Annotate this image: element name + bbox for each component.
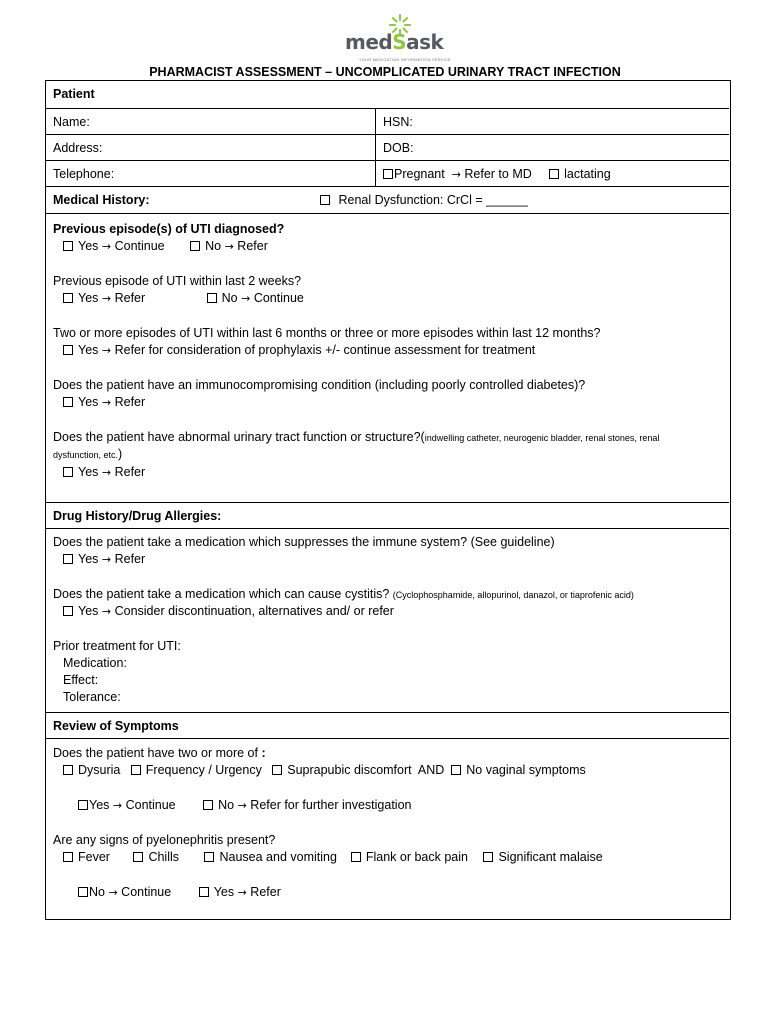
q-cystitis-note: (Cyclophosphamide, allopurinol, danazol, or tiaprofenic acid) xyxy=(392,590,634,600)
logo-wordmark: medSask xyxy=(345,30,444,54)
pregnant-checkbox[interactable] xyxy=(383,169,393,179)
q-immunocompromised: Does the patient have an immunocompromising condition (including poorly controlled diabetes)? xyxy=(53,378,586,392)
patient-row-address xyxy=(46,134,729,161)
pyelonephritis-options xyxy=(63,850,603,864)
patient-section-header xyxy=(46,81,729,108)
symptom-decision xyxy=(78,798,412,812)
chills-checkbox[interactable] xyxy=(133,852,143,862)
flank-pain-checkbox[interactable] xyxy=(351,852,361,862)
medication-field[interactable]: Medication: xyxy=(63,656,127,670)
q-two-or-more-text: Does the patient have two or more of xyxy=(53,746,262,760)
arrow-right-icon: → xyxy=(237,799,247,812)
yes-label: Yes xyxy=(78,465,99,479)
and-label: AND xyxy=(417,763,445,777)
no-checkbox[interactable] xyxy=(190,241,200,251)
yes-label: Yes xyxy=(78,239,99,253)
yes-checkbox[interactable] xyxy=(63,467,73,477)
yes-checkbox[interactable] xyxy=(63,606,73,616)
q-cystitis-medication xyxy=(53,587,634,601)
refer-label: Refer xyxy=(237,239,268,253)
arrow-right-icon: → xyxy=(224,240,234,253)
dysuria-label: Dysuria xyxy=(78,763,121,777)
frequency-checkbox[interactable] xyxy=(131,765,141,775)
yes-checkbox[interactable] xyxy=(63,397,73,407)
q-two-or-more-colon: : xyxy=(261,746,266,760)
pregnant-label: Pregnant xyxy=(394,167,445,181)
arrow-right-icon: → xyxy=(101,396,112,409)
arrow-right-icon: → xyxy=(101,292,112,305)
renal-dysfunction xyxy=(313,187,528,214)
refer-label: Refer xyxy=(114,465,146,479)
q-immunosuppressant: Does the patient take a medication which suppresses the immune system? (See guideline) xyxy=(53,535,555,549)
refer-label: Refer xyxy=(114,395,146,409)
q-pyelonephritis: Are any signs of pyelonephritis present? xyxy=(53,833,276,847)
arrow-right-icon: → xyxy=(237,886,247,899)
arrow-right-icon: → xyxy=(112,799,123,812)
continue-label: Continue xyxy=(114,239,165,253)
nausea-checkbox[interactable] xyxy=(204,852,214,862)
medical-history-header xyxy=(46,186,729,214)
q-recent-episode: Previous episode of UTI within last 2 weeks? xyxy=(53,274,302,288)
lactating-label: lactating xyxy=(564,167,611,181)
refer-prophylaxis-label: Refer for consideration of prophylaxis +/- continue assessment for treatment xyxy=(114,343,536,357)
drug-history-title: Drug History/Drug Allergies: xyxy=(53,509,222,523)
arrow-right-icon: → xyxy=(101,605,112,618)
arrow-right-icon: → xyxy=(101,344,112,357)
telephone-field[interactable]: Telephone: xyxy=(53,167,115,181)
symptom-options xyxy=(63,763,586,777)
refer-label: Refer xyxy=(114,291,146,305)
q-recent-episode-options xyxy=(63,291,304,305)
yes-label: Yes xyxy=(78,552,99,566)
drug-history-body xyxy=(46,528,729,713)
yes-checkbox[interactable] xyxy=(63,345,73,355)
yes-checkbox[interactable] xyxy=(63,241,73,251)
q-previous-episodes: Previous episode(s) of UTI diagnosed? xyxy=(53,222,285,236)
medical-history-body xyxy=(46,213,729,503)
address-field[interactable]: Address: xyxy=(53,141,103,155)
q-abnormal-options xyxy=(63,465,145,479)
yes-label: Yes xyxy=(78,343,99,357)
yes-label: Yes xyxy=(89,798,110,812)
medsask-logo xyxy=(345,14,451,64)
drug-history-header xyxy=(46,502,729,529)
q-immunosuppressant-options xyxy=(63,552,145,566)
arrow-right-icon: → xyxy=(451,168,461,181)
effect-field[interactable]: Effect: xyxy=(63,673,99,687)
prior-treatment-label: Prior treatment for UTI: xyxy=(53,639,181,653)
yes-checkbox[interactable] xyxy=(78,800,88,810)
arrow-right-icon: → xyxy=(241,292,251,305)
tolerance-field[interactable]: Tolerance: xyxy=(63,690,121,704)
arrow-right-icon: → xyxy=(101,466,112,479)
yes-label: Yes xyxy=(78,395,99,409)
yes-checkbox[interactable] xyxy=(199,887,209,897)
yes-label: Yes xyxy=(213,885,235,899)
patient-header: Patient xyxy=(53,87,95,101)
refer-md-label: Refer to MD xyxy=(464,167,532,181)
arrow-right-icon: → xyxy=(101,240,112,253)
refer-label: Refer xyxy=(114,552,146,566)
q-two-or-more xyxy=(53,746,266,760)
malaise-label: Significant malaise xyxy=(498,850,603,864)
arrow-right-icon: → xyxy=(101,553,112,566)
flank-pain-label: Flank or back pain xyxy=(365,850,468,864)
name-field[interactable]: Name: xyxy=(53,115,90,129)
renal-checkbox[interactable] xyxy=(320,195,330,205)
nausea-label: Nausea and vomiting xyxy=(219,850,337,864)
no-label: No xyxy=(89,885,105,899)
yes-label: Yes xyxy=(78,604,99,618)
no-checkbox[interactable] xyxy=(207,293,217,303)
assessment-form xyxy=(45,80,731,920)
symptoms-header xyxy=(46,712,729,739)
q-abnormal-urinary-tract-cont xyxy=(53,447,122,461)
pyelonephritis-decision xyxy=(78,885,281,899)
no-checkbox[interactable] xyxy=(78,887,88,897)
q-cystitis-options xyxy=(63,604,394,618)
continue-label: Continue xyxy=(121,885,172,899)
no-checkbox[interactable] xyxy=(203,800,213,810)
form-title: PHARMACIST ASSESSMENT – UNCOMPLICATED URINARY TRACT INFECTION xyxy=(149,65,621,79)
no-label: No xyxy=(205,239,222,253)
q-previous-episodes-options xyxy=(63,239,268,253)
consider-discontinuation-label: Consider discontinuation, alternatives and/ or refer xyxy=(114,604,394,618)
suprapubic-checkbox[interactable] xyxy=(272,765,282,775)
q-abnormal-note-cont: dysfunction, etc. xyxy=(53,450,119,460)
hsn-field[interactable]: HSN: xyxy=(383,115,413,129)
fever-label: Fever xyxy=(78,850,110,864)
q-abnormal-close: ) xyxy=(118,447,123,461)
patient-row-name xyxy=(46,108,729,135)
q-abnormal-text: Does the patient have abnormal urinary tract function or structure?( xyxy=(53,430,425,444)
symptoms-title: Review of Symptoms xyxy=(53,719,179,733)
q-recurrent-episodes: Two or more episodes of UTI within last 6 months or three or more episodes within last 12 months? xyxy=(53,326,601,340)
medical-history-title: Medical History: xyxy=(53,193,150,207)
no-vaginal-checkbox[interactable] xyxy=(451,765,461,775)
logo-tagline: YOUR MEDICATION INFORMATION SERVICE xyxy=(359,57,451,62)
continue-label: Continue xyxy=(253,291,304,305)
frequency-label: Frequency / Urgency xyxy=(145,763,262,777)
lactating-checkbox[interactable] xyxy=(549,169,559,179)
chills-label: Chills xyxy=(148,850,179,864)
refer-label: Refer xyxy=(250,885,281,899)
no-vaginal-label: No vaginal symptoms xyxy=(466,763,586,777)
patient-row-telephone xyxy=(46,160,729,187)
dob-field[interactable]: DOB: xyxy=(383,141,414,155)
q-recurrent-episodes-options xyxy=(63,343,535,357)
dysuria-checkbox[interactable] xyxy=(63,765,73,775)
yes-checkbox[interactable] xyxy=(63,293,73,303)
yes-label: Yes xyxy=(78,291,99,305)
pregnancy-status xyxy=(376,161,611,187)
q-abnormal-note: indwelling catheter, neurogenic bladder, renal stones, renal xyxy=(424,433,660,443)
malaise-checkbox[interactable] xyxy=(483,852,493,862)
no-label: No xyxy=(218,798,235,812)
no-label: No xyxy=(221,291,238,305)
q-immunocompromised-options xyxy=(63,395,145,409)
refer-investigation-label: Refer for further investigation xyxy=(250,798,412,812)
q-abnormal-urinary-tract xyxy=(53,430,659,444)
yes-checkbox[interactable] xyxy=(63,554,73,564)
symptoms-body xyxy=(46,738,729,919)
fever-checkbox[interactable] xyxy=(63,852,73,862)
suprapubic-label: Suprapubic discomfort xyxy=(287,763,412,777)
renal-label: Renal Dysfunction: CrCl = ______ xyxy=(338,193,528,207)
arrow-right-icon: → xyxy=(108,886,118,899)
continue-label: Continue xyxy=(125,798,176,812)
q-cystitis-text: Does the patient take a medication which can cause cystitis? xyxy=(53,587,390,601)
